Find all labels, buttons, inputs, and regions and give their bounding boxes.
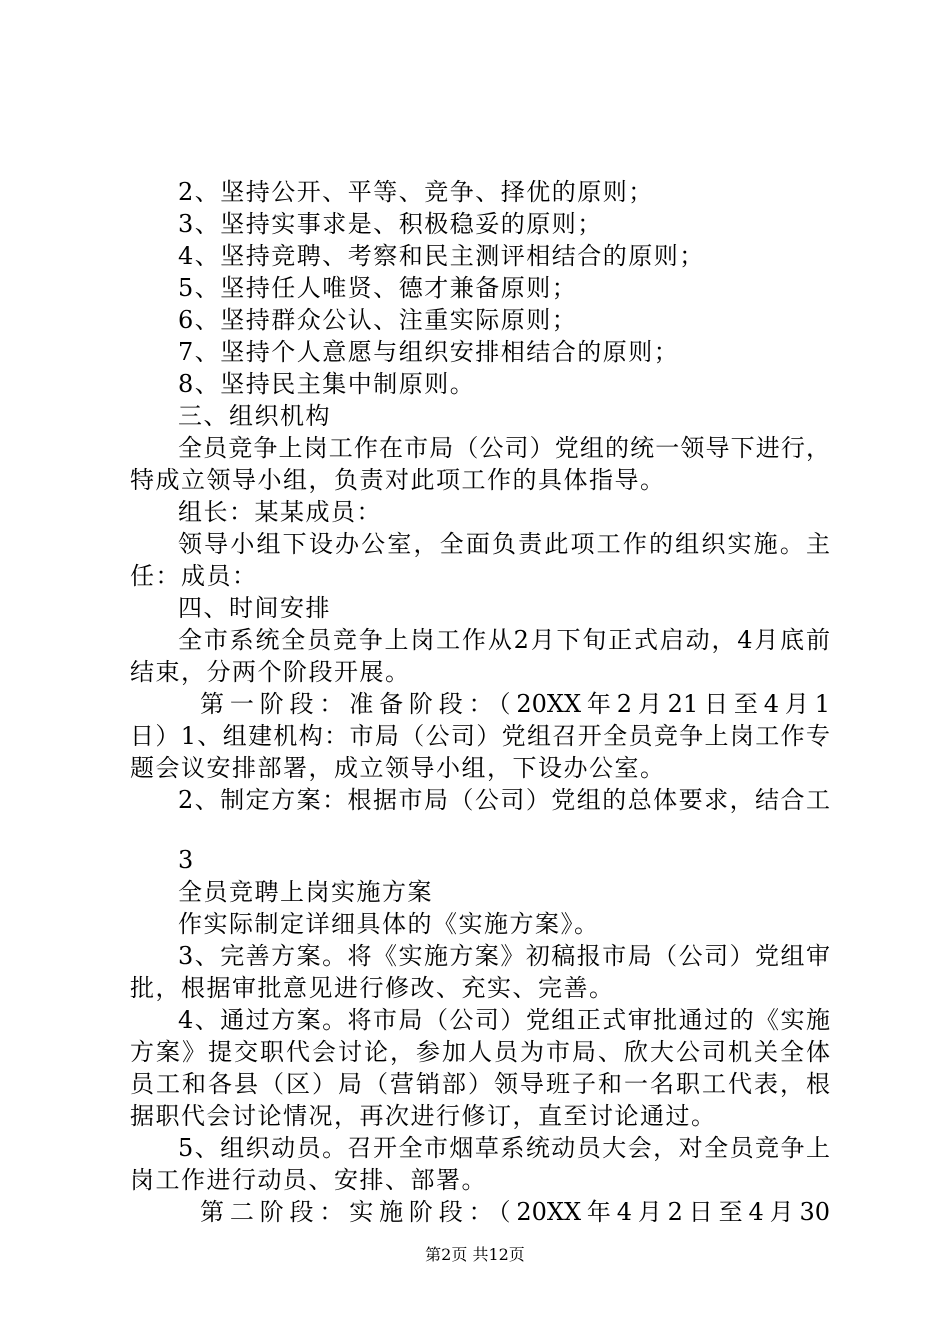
section-heading-organization: 三、组织机构 — [178, 402, 331, 430]
paragraph-line: 作实际制定详细具体的《实施方案》。 — [178, 910, 600, 938]
principle-6: 6、坚持群众公认、注重实际原则； — [178, 306, 578, 334]
paragraph-line: 5、组织动员。召开全市烟草系统动员大会，对全员竞争上 — [178, 1134, 830, 1162]
paragraph-line: 据职代会讨论情况，再次进行修订，直至讨论通过。 — [130, 1102, 717, 1130]
paragraph-line: 结束，分两个阶段开展。 — [130, 658, 411, 686]
inline-page-number: 3 — [178, 846, 195, 874]
paragraph-line: 题会议安排部署，成立领导小组，下设办公室。 — [130, 754, 666, 782]
principle-2: 2、坚持公开、平等、竞争、择优的原则； — [178, 178, 654, 206]
paragraph-line: 日）1、组建机构：市局（公司）党组召开全员竞争上岗工作专 — [130, 722, 830, 750]
paragraph-line: 任：成员： — [130, 562, 258, 590]
paragraph-line: 特成立领导小组，负责对此项工作的具体指导。 — [130, 466, 666, 494]
paragraph-line: 领导小组下设办公室，全面负责此项工作的组织实施。主 — [178, 530, 830, 558]
paragraph-line: 第一阶段：准备阶段：（20XX年2月21日至4月1 — [200, 690, 830, 718]
paragraph-line: 方案》提交职代会讨论，参加人员为市局、欣大公司机关全体 — [130, 1038, 830, 1066]
paragraph-line: 批，根据审批意见进行修改、充实、完善。 — [130, 974, 615, 1002]
paragraph-line: 岗工作进行动员、安排、部署。 — [130, 1166, 487, 1194]
paragraph-line: 员工和各县（区）局（营销部）领导班子和一名职工代表，根 — [130, 1070, 830, 1098]
paragraph-line: 全市系统全员竞争上岗工作从2月下旬正式启动，4月底前 — [178, 626, 830, 654]
page-footer: 第2页 共12页 — [425, 1245, 525, 1264]
section-heading-schedule: 四、时间安排 — [178, 594, 331, 622]
paragraph-line: 第二阶段：实施阶段：（20XX年4月2日至4月30 — [200, 1198, 830, 1226]
principle-4: 4、坚持竞聘、考察和民主测评相结合的原则； — [178, 242, 705, 270]
principle-7: 7、坚持个人意愿与组织安排相结合的原则； — [178, 338, 680, 366]
paragraph-line: 组长：某某成员： — [178, 498, 382, 526]
principle-3: 3、坚持实事求是、积极稳妥的原则； — [178, 210, 603, 238]
paragraph-line: 2、制定方案：根据市局（公司）党组的总体要求，结合工 — [178, 786, 830, 814]
paragraph-line: 3、完善方案。将《实施方案》初稿报市局（公司）党组审 — [178, 942, 830, 970]
paragraph-line: 全员竞争上岗工作在市局（公司）党组的统一领导下进行， — [178, 434, 830, 462]
principle-8: 8、坚持民主集中制原则。 — [178, 370, 476, 398]
running-header-title: 全员竞聘上岗实施方案 — [178, 878, 433, 906]
principle-5: 5、坚持任人唯贤、德才兼备原则； — [178, 274, 578, 302]
paragraph-line: 4、通过方案。将市局（公司）党组正式审批通过的《实施 — [178, 1006, 830, 1034]
